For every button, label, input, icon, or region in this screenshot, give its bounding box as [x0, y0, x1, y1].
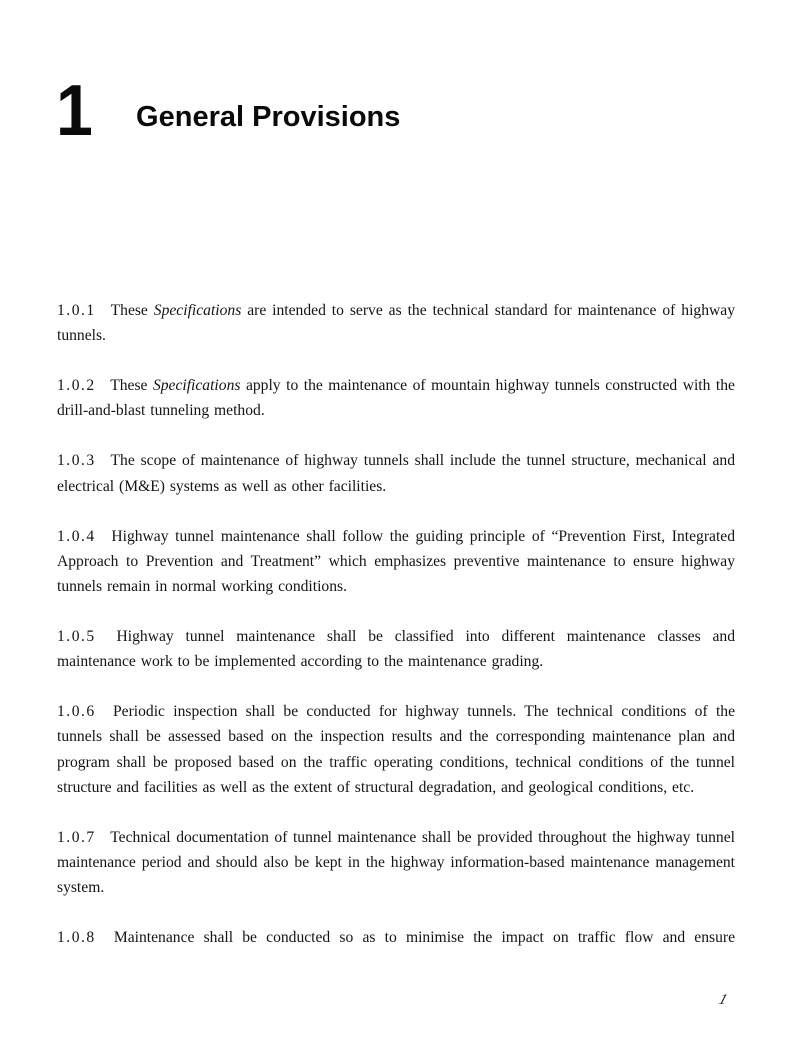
page-number: 1 — [716, 992, 730, 1008]
clause-text: Highway tunnel maintenance shall be classified into different maintenance classes and maintenance work to be implemented according to the maintenance grading. — [57, 628, 735, 671]
clause-text: Highway tunnel maintenance shall follow the guiding principle of “Prevention First, Integrated Approach to Prevention and Treatment” which emphasizes preventive maintenance to ensure highway tunnels remain in normal working conditions. — [57, 527, 736, 596]
document-body — [57, 298, 735, 975]
clause-number: 1.0.5 — [57, 628, 96, 646]
text-segment: apply to the maintenance of mountain highway tunnels constructed with the drill-and-blast tunneling method. — [57, 377, 735, 420]
clause-number: 1.0.7 — [57, 828, 96, 846]
chapter-number: 1 — [56, 71, 92, 151]
italic-term: Specifications — [153, 302, 242, 319]
clause-1-0-7 — [57, 825, 735, 901]
clause-text — [57, 302, 735, 344]
clause-1-0-8 — [57, 925, 735, 950]
clause-1-0-5 — [57, 624, 735, 674]
clause-text — [57, 377, 735, 419]
clause-text: The scope of maintenance of highway tunnels shall include the tunnel structure, mechanical and electrical (M&E) systems as well as other facilities. — [57, 452, 735, 495]
clause-number: 1.0.1 — [57, 302, 96, 319]
clause-number: 1.0.3 — [57, 452, 96, 470]
chapter-title: General Provisions — [136, 101, 401, 133]
clause-1-0-2 — [57, 373, 735, 423]
clause-text: Technical documentation of tunnel maintenance shall be provided throughout the highway tunnel maintenance period and should also be kept in the highway information-based maintenance management system. — [57, 828, 735, 897]
clause-number: 1.0.2 — [57, 377, 96, 395]
clause-1-0-6 — [57, 699, 735, 800]
text-segment: These — [110, 302, 154, 319]
clause-1-0-4 — [57, 524, 735, 600]
italic-term: Specifications — [152, 377, 241, 395]
clause-text: Maintenance shall be conducted so as to minimise the impact on traffic flow and ensure — [113, 929, 736, 947]
clause-text: Periodic inspection shall be conducted for highway tunnels. The technical conditions of the tunnels shall be assessed based on the inspection results and the corresponding maintenance plan and program shall be proposed based on the traffic operating conditions, technical conditions of the tunnel structure and facilities as well as the extent of structural degradation, and geological conditions, etc. — [57, 703, 736, 796]
clause-1-0-3 — [57, 448, 735, 498]
clause-number: 1.0.6 — [57, 703, 96, 721]
chapter-header — [56, 71, 401, 151]
clause-1-0-1 — [57, 298, 735, 348]
clause-number: 1.0.8 — [57, 929, 96, 947]
text-segment: are intended to serve as the technical standard for maintenance of highway tunnels. — [57, 302, 735, 345]
clause-number: 1.0.4 — [57, 527, 96, 545]
text-segment: These — [110, 377, 153, 395]
